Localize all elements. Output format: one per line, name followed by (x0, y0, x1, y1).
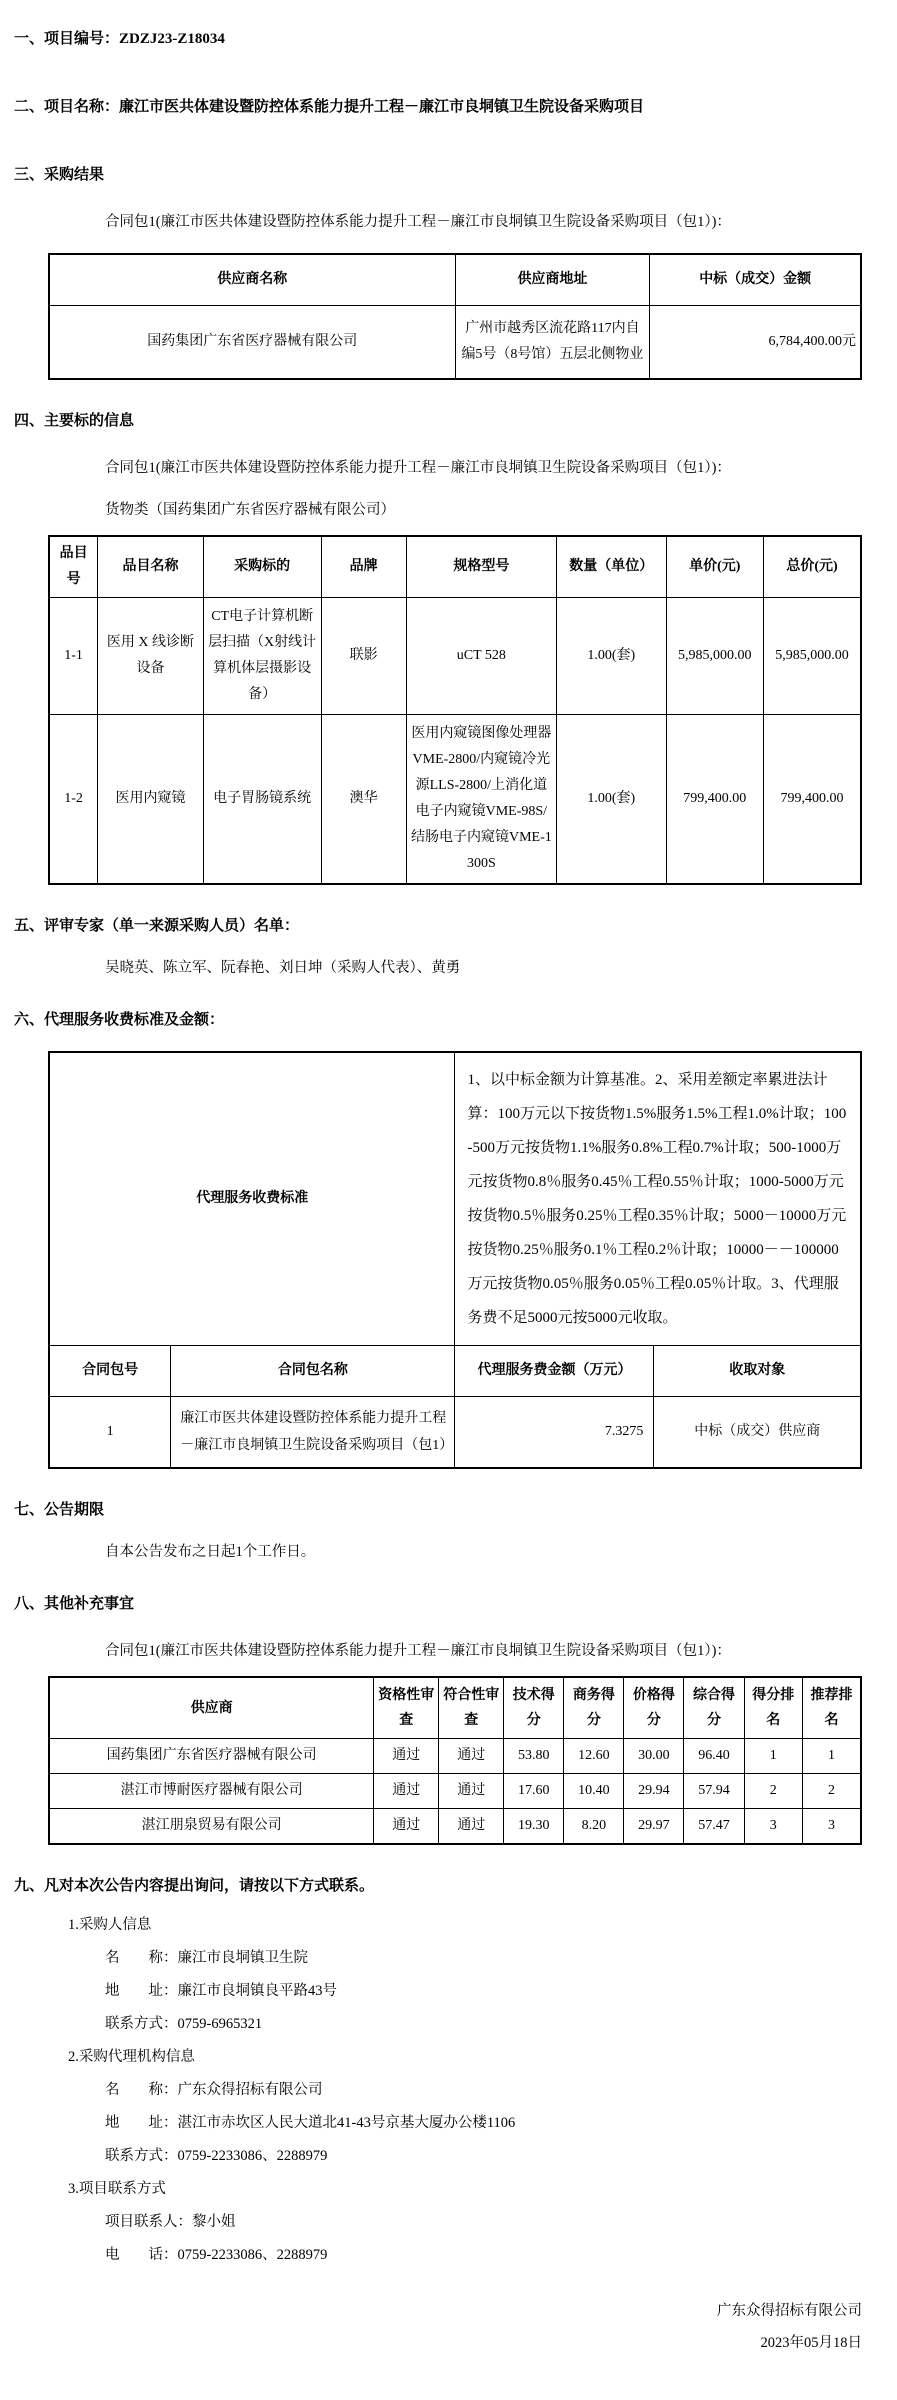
section-8-title: 八、其他补充事宜 (14, 1596, 135, 1612)
cell-package-no: 1 (49, 1397, 171, 1469)
cell-score-rank: 2 (744, 1774, 802, 1809)
cell-technical-score: 19.30 (504, 1809, 564, 1845)
header-brand: 品牌 (321, 536, 406, 598)
cell-score-rank: 1 (744, 1739, 802, 1774)
fee-standard-text: 1、以中标金额为计算基准。2、采用差额定率累进法计算：100万元以下按货物1.5%服务1.5%工程1.0%计取；100-500万元按货物1.1%服务0.8%工程0.7%计取；500-1000万元按货物0.8％服务0.45％工程0.55％计取；1000-5000万元按货物0.5％服务0.25％工程0.35％计取；5000－10000万元按货物0.25％服务0.1％工程0.2％计取；10000－－100000万元按货物0.05％服务0.05％工程0.05％计取。3、代理服务费不足5000元按5000元收取。 (455, 1052, 861, 1346)
agency-name: 名 称：广东众得招标有限公司 (105, 2082, 323, 2098)
fee-standard-row (49, 1052, 861, 1346)
cell-fee-payer: 中标（成交）供应商 (654, 1397, 861, 1469)
cell-unit-price: 5,985,000.00 (666, 598, 763, 715)
cell-conformity-review: 通过 (439, 1774, 504, 1809)
section-1-title: 一、项目编号：ZDZJ23-Z18034 (14, 31, 225, 47)
cell-supplier: 国药集团广东省医疗器械有限公司 (49, 1739, 374, 1774)
table-row (49, 1774, 861, 1809)
header-fee-payer: 收取对象 (654, 1346, 861, 1397)
table-row (49, 1739, 861, 1774)
cell-overall-score: 96.40 (684, 1739, 744, 1774)
table-row (49, 715, 861, 885)
cell-total-price: 799,400.00 (764, 715, 861, 885)
table-header-row (49, 254, 861, 306)
purchaser-contact: 联系方式：0759-6965321 (105, 2016, 263, 2032)
cell-conformity-review: 通过 (439, 1809, 504, 1845)
table-row (49, 1809, 861, 1845)
main-subject-table (48, 535, 862, 885)
cell-recommend-rank: 3 (803, 1809, 862, 1845)
cell-spec-model: 医用内窥镜图像处理器VME-2800/内窥镜冷光源LLS-2800/上消化道电子内窥镜VME-98S/结肠电子内窥镜VME-1300S (406, 715, 556, 885)
cell-qualification-review: 通过 (374, 1774, 439, 1809)
table-header-row (49, 1346, 861, 1397)
cell-item-no: 1-2 (49, 715, 98, 885)
project-contact-heading: 3.项目联系方式 (68, 2181, 166, 2197)
cell-item-name: 医用内窥镜 (98, 715, 204, 885)
cell-overall-score: 57.94 (684, 1774, 744, 1809)
agency-address: 地 址：湛江市赤坎区人民大道北41-43号京基大厦办公楼1106 (105, 2115, 516, 2131)
header-business-score: 商务得分 (564, 1677, 624, 1739)
cell-supplier: 湛江市博耐医疗器械有限公司 (49, 1774, 374, 1809)
header-procurement-subject: 采购标的 (203, 536, 321, 598)
table-row (49, 1397, 861, 1469)
cell-total-price: 5,985,000.00 (764, 598, 861, 715)
cell-qualification-review: 通过 (374, 1809, 439, 1845)
cell-procurement-subject: 电子胃肠镜系统 (203, 715, 321, 885)
agency-fee-table (48, 1051, 862, 1469)
header-score-rank: 得分排名 (744, 1677, 802, 1739)
section-3-package-line: 合同包1(廉江市医共体建设暨防控体系能力提升工程－廉江市良垌镇卫生院设备采购项目（包1）)： (105, 214, 731, 230)
cell-supplier-name: 国药集团广东省医疗器械有限公司 (49, 306, 455, 380)
section-6-title: 六、代理服务收费标准及金额： (14, 1012, 225, 1028)
cell-score-rank: 3 (744, 1809, 802, 1845)
cell-fee-amount: 7.3275 (455, 1397, 654, 1469)
header-recommend-rank: 推荐排名 (803, 1677, 862, 1739)
cell-business-score: 10.40 (564, 1774, 624, 1809)
header-supplier: 供应商 (49, 1677, 374, 1739)
cell-package-name: 廉江市医共体建设暨防控体系能力提升工程－廉江市良垌镇卫生院设备采购项目（包1） (171, 1397, 455, 1469)
purchaser-name: 名 称：廉江市良垌镇卫生院 (105, 1950, 308, 1966)
header-conformity-review: 符合性审查 (439, 1677, 504, 1739)
expert-name-list: 吴晓英、陈立军、阮春艳、刘日坤（采购人代表）、黄勇 (105, 960, 461, 976)
fee-standard-label: 代理服务收费标准 (49, 1052, 455, 1346)
procurement-result-table (48, 253, 862, 380)
project-contact-phone: 电 话：0759-2233086、2288979 (105, 2247, 328, 2263)
header-total-price: 总价(元) (764, 536, 861, 598)
cell-price-score: 29.97 (624, 1809, 684, 1845)
header-item-no: 品目号 (49, 536, 98, 598)
section-7-title: 七、公告期限 (14, 1502, 105, 1518)
cell-price-score: 29.94 (624, 1774, 684, 1809)
announcement-period-text: 自本公告发布之日起1个工作日。 (105, 1544, 316, 1560)
table-row (49, 306, 861, 380)
cell-procurement-subject: CT电子计算机断层扫描（X射线计算机体层摄影设备） (203, 598, 321, 715)
cell-price-score: 30.00 (624, 1739, 684, 1774)
section-2-title: 二、项目名称：廉江市医共体建设暨防控体系能力提升工程－廉江市良垌镇卫生院设备采购项目 (14, 99, 645, 115)
header-item-name: 品目名称 (98, 536, 204, 598)
section-4-title: 四、主要标的信息 (14, 413, 135, 429)
header-spec-model: 规格型号 (406, 536, 556, 598)
header-qualification-review: 资格性审查 (374, 1677, 439, 1739)
agency-contact: 联系方式：0759-2233086、2288979 (105, 2148, 328, 2164)
project-contact-person: 项目联系人：黎小姐 (105, 2214, 236, 2230)
purchaser-address: 地 址：廉江市良垌镇良平路43号 (105, 1983, 337, 1999)
purchaser-info-heading: 1.采购人信息 (68, 1917, 152, 1933)
section-4-category-line: 货物类（国药集团广东省医疗器械有限公司） (105, 502, 395, 518)
cell-item-name: 医用 X 线诊断设备 (98, 598, 204, 715)
table-row (49, 598, 861, 715)
header-award-amount: 中标（成交）金额 (650, 254, 861, 306)
section-4-package-line: 合同包1(廉江市医共体建设暨防控体系能力提升工程－廉江市良垌镇卫生院设备采购项目（包1）)： (105, 460, 731, 476)
cell-supplier: 湛江朋泉贸易有限公司 (49, 1809, 374, 1845)
cell-quantity-unit: 1.00(套) (556, 715, 666, 885)
supplier-score-table (48, 1676, 862, 1845)
agency-info-heading: 2.采购代理机构信息 (68, 2049, 195, 2065)
table-header-row (49, 1677, 861, 1739)
footer-company-name: 广东众得招标有限公司 (717, 2303, 862, 2319)
cell-item-no: 1-1 (49, 598, 98, 715)
cell-brand: 联影 (321, 598, 406, 715)
header-overall-score: 综合得分 (684, 1677, 744, 1739)
cell-quantity-unit: 1.00(套) (556, 598, 666, 715)
cell-conformity-review: 通过 (439, 1739, 504, 1774)
cell-business-score: 12.60 (564, 1739, 624, 1774)
header-price-score: 价格得分 (624, 1677, 684, 1739)
header-package-no: 合同包号 (49, 1346, 171, 1397)
cell-unit-price: 799,400.00 (666, 715, 763, 885)
header-package-name: 合同包名称 (171, 1346, 455, 1397)
cell-spec-model: uCT 528 (406, 598, 556, 715)
cell-overall-score: 57.47 (684, 1809, 744, 1845)
section-9-title: 九、凡对本次公告内容提出询问，请按以下方式联系。 (14, 1878, 375, 1894)
cell-recommend-rank: 2 (803, 1774, 862, 1809)
table-header-row (49, 536, 861, 598)
cell-technical-score: 53.80 (504, 1739, 564, 1774)
cell-recommend-rank: 1 (803, 1739, 862, 1774)
header-quantity-unit: 数量（单位） (556, 536, 666, 598)
cell-brand: 澳华 (321, 715, 406, 885)
header-unit-price: 单价(元) (666, 536, 763, 598)
cell-award-amount: 6,784,400.00元 (650, 306, 861, 380)
cell-supplier-address: 广州市越秀区流花路117内自编5号（8号馆）五层北侧物业 (455, 306, 650, 380)
header-supplier-name: 供应商名称 (49, 254, 455, 306)
header-technical-score: 技术得分 (504, 1677, 564, 1739)
cell-qualification-review: 通过 (374, 1739, 439, 1774)
cell-business-score: 8.20 (564, 1809, 624, 1845)
section-3-title: 三、采购结果 (14, 167, 105, 183)
footer-date: 2023年05月18日 (760, 2335, 862, 2351)
header-supplier-address: 供应商地址 (455, 254, 650, 306)
section-5-title: 五、评审专家（单一来源采购人员）名单： (14, 918, 300, 934)
cell-technical-score: 17.60 (504, 1774, 564, 1809)
header-fee-amount: 代理服务费金额（万元） (455, 1346, 654, 1397)
section-8-package-line: 合同包1(廉江市医共体建设暨防控体系能力提升工程－廉江市良垌镇卫生院设备采购项目（包1）)： (105, 1643, 731, 1659)
